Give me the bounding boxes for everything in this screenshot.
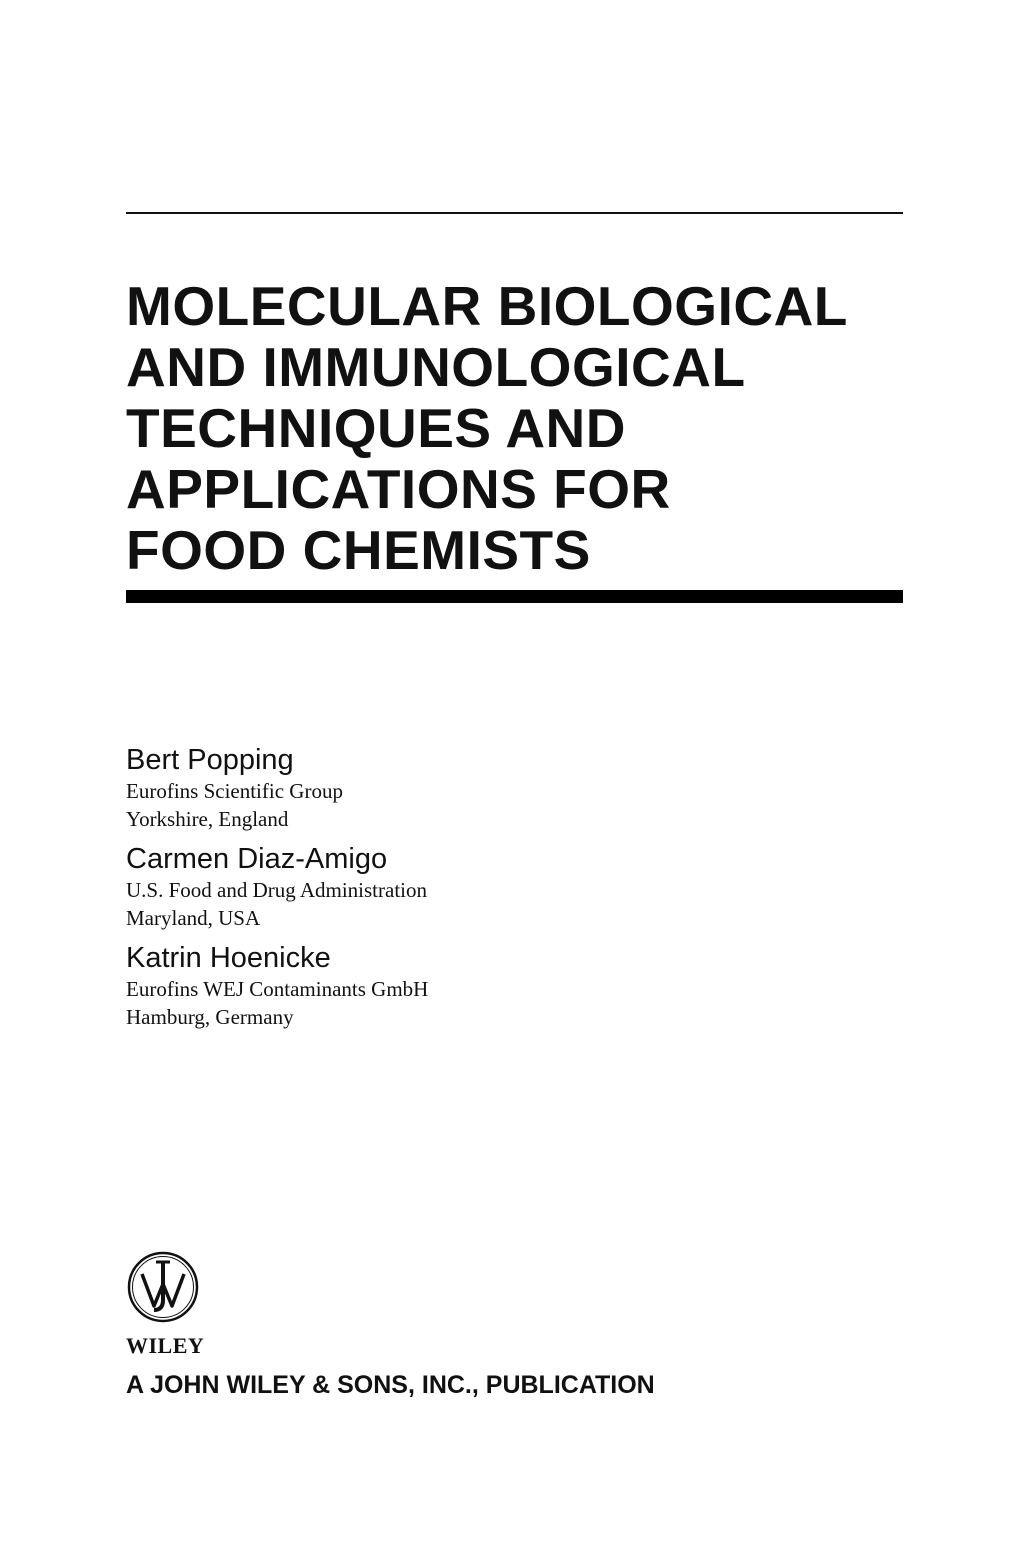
author-name: Katrin Hoenicke bbox=[126, 942, 331, 974]
wiley-seal-icon bbox=[126, 1250, 200, 1324]
author-entry bbox=[126, 743, 826, 833]
title-line: AND IMMUNOLOGICAL bbox=[126, 336, 746, 398]
title-line: TECHNIQUES AND bbox=[126, 397, 626, 459]
title-line: MOLECULAR BIOLOGICAL bbox=[126, 275, 848, 337]
title-line: APPLICATIONS FOR bbox=[126, 458, 671, 520]
author-affiliation: Eurofins Scientific Group bbox=[126, 779, 343, 803]
author-location: Hamburg, Germany bbox=[126, 1005, 294, 1029]
publication-line: A JOHN WILEY & SONS, INC., PUBLICATION bbox=[126, 1371, 655, 1399]
author-affiliation: Eurofins WEJ Contaminants GmbH bbox=[126, 977, 429, 1001]
publisher-name: WILEY bbox=[126, 1333, 205, 1358]
title-underline-rule bbox=[126, 590, 903, 603]
author-list bbox=[126, 743, 826, 1040]
book-title bbox=[126, 276, 926, 581]
top-rule bbox=[126, 212, 903, 214]
author-affiliation: U.S. Food and Drug Administration bbox=[126, 878, 428, 902]
title-line: FOOD CHEMISTS bbox=[126, 519, 591, 581]
author-entry bbox=[126, 941, 826, 1031]
author-name: Carmen Diaz-Amigo bbox=[126, 843, 388, 875]
author-entry bbox=[126, 842, 826, 932]
author-location: Maryland, USA bbox=[126, 906, 261, 930]
author-location: Yorkshire, England bbox=[126, 807, 289, 831]
author-name: Bert Popping bbox=[126, 744, 294, 776]
